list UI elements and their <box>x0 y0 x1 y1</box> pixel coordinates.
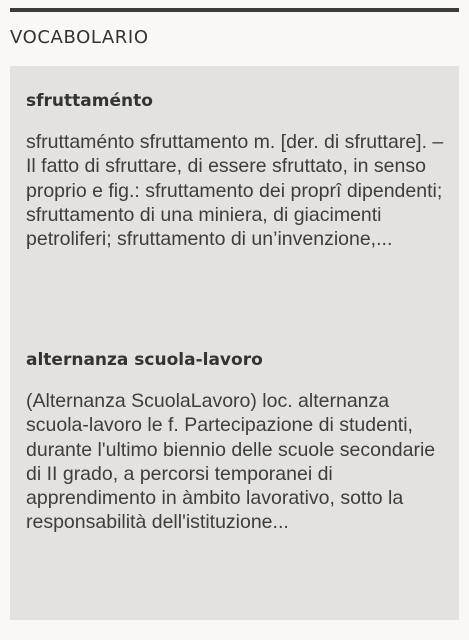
section-title: VOCABOLARIO <box>10 27 149 48</box>
entry-headword[interactable]: alternanza scuola-lavoro <box>26 350 263 370</box>
section-top-rule <box>10 8 459 12</box>
entry-definition: (Alternanza ScuolaLavoro) loc. alternanza scuola-lavoro le f. Partecipazione di studenti, durante l'ultimo biennio delle scuole secondarie di II grado, a percorsi temporanei di apprendimento in àmbito lavorativo, sotto la responsabilità dell'istituzione... <box>26 390 436 534</box>
vocabulary-entry <box>26 349 446 535</box>
entry-definition: sfruttaménto sfruttamento m. [der. di sfruttare]. – Il fatto di sfruttare, di essere sfruttato, in senso proprio e fig.: sfruttamento dei proprî dipendenti; sfruttamento di una miniera, di giacimenti petroliferi; sfruttamento di un’invenzione,... <box>26 131 444 251</box>
vocabulary-panel <box>10 66 459 620</box>
entry-headword[interactable]: sfruttaménto <box>26 91 153 111</box>
vocabulary-entry <box>26 90 446 251</box>
